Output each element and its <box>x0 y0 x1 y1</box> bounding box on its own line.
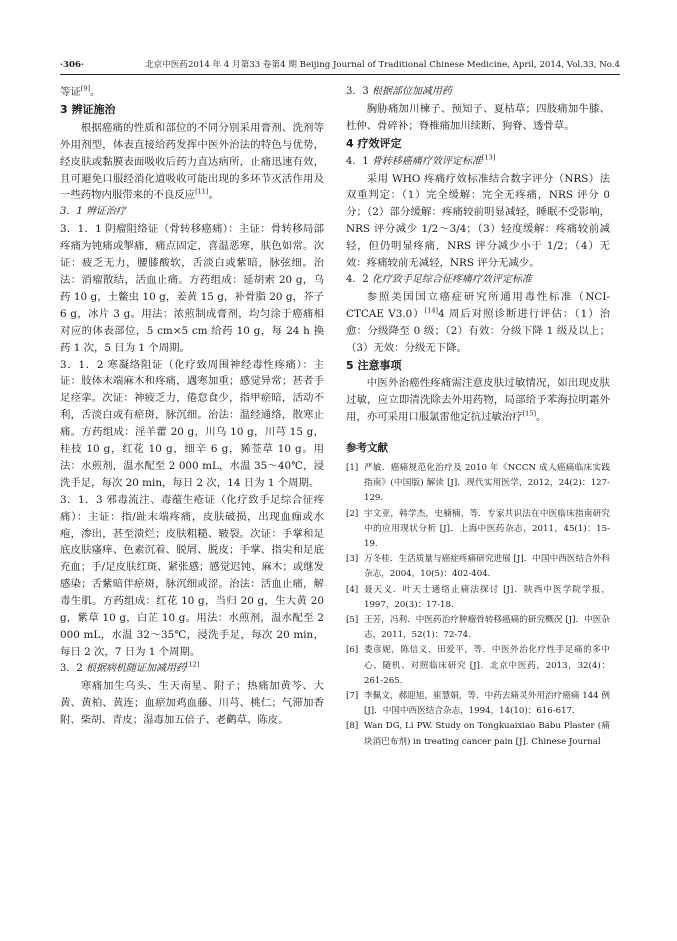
reference-item <box>346 643 610 689</box>
citation-mark: [14] <box>424 306 439 315</box>
paragraph-text: 。 <box>535 411 547 424</box>
paragraph-continuation <box>60 84 324 101</box>
paragraph-text: 。 <box>90 86 101 98</box>
paragraph-4-1: 采用 WHO 疼痛疗效标准结合数字评分（NRS）法双重判定：（1）完全缓解：完全无疼痛，NRS 评分 0 分；（2）部分缓解：疼痛较前明显减轻，睡眠不受影响，NRS 评分减少 1/2～3/4；（3）轻度缓解：疼痛较前减轻，但仍明显疼痛，NRS 评分减少小于 1/2；（4）无效：疼痛较前无减轻，NRS 评分无减少。 <box>346 172 610 270</box>
citation-mark: [13] <box>481 153 496 162</box>
reference-text: 聂天义．叶天士通络止痛法探讨 [J]．陕西中医学院学报，1997，20(3)：17-18. <box>364 584 610 610</box>
subsection-heading-3-1: 3．1 辨证治疗 <box>60 206 126 218</box>
heading-title: 化疗致手足综合征疼痛疗效评定标准 <box>371 273 532 285</box>
section-heading-5: 5 注意事项 <box>346 358 402 372</box>
reference-list <box>346 461 610 750</box>
page-number: ·306· <box>60 60 84 70</box>
subsection-heading-3-2 <box>60 661 324 678</box>
reference-number: [5] <box>346 615 359 626</box>
paragraph-text: 。 <box>208 189 219 202</box>
heading-number: 4．1 <box>346 155 372 167</box>
paragraph-text: 根据癌痛的性质和部位的不同分别采用膏剂、洗剂等外用剂型，体表直接给药发挥中医外治法的特色与优势，经皮肤或黏膜表面吸收后药力直达病所，止痛迅速有效，且可避免口服经消化道吸收可能出现的多环节灭活作用及一些药物内服带来的不良反应 <box>60 121 324 202</box>
reference-number: [3] <box>346 554 359 565</box>
citation-mark: [11] <box>195 187 209 196</box>
citation-mark: [12] <box>185 660 200 669</box>
reference-item <box>346 552 610 582</box>
reference-text: 娄彦妮，陈信义，田爱平，等．中医外治化疗性手足痛的多中心、随机、对照临床研究 [J]．北京中医药，2013，32(4)：261-265. <box>364 645 610 686</box>
reference-item <box>346 719 610 749</box>
references-heading: 参考文献 <box>346 442 388 455</box>
reference-item <box>346 507 610 553</box>
paragraph-text: 等证 <box>60 86 81 98</box>
reference-item <box>346 613 610 643</box>
paragraph-3-intro <box>60 120 324 205</box>
heading-number: 4．2 <box>346 273 372 285</box>
reference-text: 王芳，冯利．中医药治疗肿瘤骨转移癌痛的研究概况 [J]．中医杂志，2011，52(1)：72-74. <box>364 615 610 641</box>
left-column <box>60 84 324 728</box>
reference-item <box>346 689 610 719</box>
heading-number: 3．3 <box>346 86 372 97</box>
reference-text: 万冬桂．生活质量与癌症疼痛研究进展 [J]．中国中西医结合外科杂志，2004，10(5)：402-404. <box>364 554 610 580</box>
reference-text: Wan DG, Li PW. Study on Tongkuaixiao Babu Plaster (痛块消巴布剂) in treating cancer pain [J]. Chinese Journal <box>364 721 610 747</box>
paragraph-3-1-1: 3．1．1 阴瘤阻络证（骨转移癌痛）：主证：骨转移局部疼痛为钝痛或掣痛，痛点固定，喜温恶寒，肤色如常。次证：疲乏无力，腰膝酸软，舌淡白或紫暗，脉弦细。治法：消瘤散结，活血止痛。方药组成：延胡索 20 g，乌药 10 g，土鳖虫 10 g，姜黄 15 g，补骨脂 20 g，芥子 6 g，冰片 3 g。用法：浓煎制成膏剂，均匀涂于癌痛相对应的体表部位，5 cm×5 cm 给药 10 g，每 24 h 换药 1 次，5 日为 1 个周期。 <box>60 223 324 354</box>
paragraph-text: 中医外治癌性疼痛需注意皮肤过敏情况，如出现皮肤过敏，应立即清洗除去外用药物，局部给予苯海拉明霜外用，亦可采用口服氯雷他定抗过敏治疗 <box>346 377 610 424</box>
reference-text: 严敏．癌痛规范化治疗及 2010 年《NCCN 成人癌痛临床实践指南》(中国版) 解读 [J]．现代实用医学，2012，24(2)：127-129. <box>364 463 610 504</box>
reference-item <box>346 583 610 613</box>
paragraph-3-2: 寒痛加生乌头、生天南星、附子；热痛加黄芩、大黄、黄柏、黄连；血瘀加鸡血藤、川芎、桃仁；气滞加香附、柴胡、青皮；湿毒加五倍子、老鹳草、陈皮。 <box>60 679 324 726</box>
citation-mark: [9] <box>80 84 90 93</box>
header-rule <box>60 74 620 75</box>
running-header <box>60 58 620 72</box>
journal-citation-line: 北京中医药2014 年 4 月第33 卷第4 期 Beijing Journal of Traditional Chinese Medicine, April, 2014, Vol.33, No.4 <box>144 60 620 70</box>
paragraph-5 <box>346 375 610 426</box>
paragraph-text: 4 周后对照诊断进行评估：（1）治愈：分级降至 0 级；（2）有效：分级下降 1 级及以上；（3）无效：分级无下降。 <box>346 307 610 354</box>
subsection-heading-3-3 <box>346 84 610 101</box>
paragraph-3-1-3: 3．1．3 邪毒流注、毒蕴生疮证（化疗致手足综合征疼痛）：主证：指/趾末端疼痛，皮肤破损，出现血痂或水疱，渗出，甚至溃烂；皮肤粗糙、皲裂。次证：手掌和足底皮肤瘙痒、色素沉着、脱屑、脱皮；手掌、指尖和足底充血；手/足皮肤红斑、紧张感；感觉迟钝、麻木；或继发感染；舌紫暗伴瘀斑，脉沉细或涩。治法：活血止痛，解毒生肌。方药组成：红花 10 g，当归 20 g，生大黄 20 g，紫草 10 g，白芷 10 g。用法：水煎剂，温水配至 2 000 mL，水温 32～35℃，浸洗手足，每次 20 min，每日 2 次，7 日为 1 个周期。 <box>60 493 324 658</box>
heading-title: 骨转移癌痛疗效评定标准 <box>371 155 482 167</box>
reference-number: [1] <box>346 463 359 474</box>
reference-text: 李佩文，郝迎旭，崔慧娟，等．中药去痛灵外用治疗癌痛 144 例 [J]．中国中西医结合杂志，1994，14(10)：616-617. <box>364 691 610 717</box>
reference-number: [4] <box>346 584 359 595</box>
section-heading-4: 4 疗效评定 <box>346 136 402 150</box>
reference-number: [7] <box>346 691 359 702</box>
paragraph-text: 参照美国国立癌症研究所通用毒性标准（NCI-CTCAE V3.0） <box>346 290 610 320</box>
heading-title: 根据部位加减用药 <box>371 86 452 97</box>
paragraph-3-3: 胸胁痛加川楝子、预知子、夏枯草；四肢痛加牛膝、杜仲、骨碎补；脊椎痛加川续断、狗脊、透骨草。 <box>346 102 610 132</box>
citation-mark: [15] <box>522 409 536 418</box>
reference-item <box>346 461 610 507</box>
right-column <box>346 84 610 750</box>
paragraph-4-2 <box>346 289 610 357</box>
paragraph-3-1-2: 3．1．2 寒凝络阻证（化疗致周围神经毒性疼痛）：主证：肢体末端麻木和疼痛，遇寒加重；感觉异常；甚者手足痉挛。次证：神疲乏力，倦怠食少，指甲瘀暗，活动不利，舌淡白或有瘀斑，脉沉细。治法：温经通络，散寒止痛。方药组成：淫羊藿 20 g，川乌 10 g，川芎 15 g，桂枝 10 g，红花 10 g，细辛 6 g，豨莶草 10 g。用法：水煎剂，温水配至 2 000 mL，水温 35～40℃，浸洗手足，每次 20 min，每日 2 次，14 日为 1 个周期。 <box>60 358 324 489</box>
heading-number: 3．2 <box>60 662 86 674</box>
heading-title: 根据病机随证加减用药 <box>85 662 186 674</box>
subsection-heading-4-2 <box>346 272 610 289</box>
reference-number: [6] <box>346 645 359 656</box>
reference-number: [2] <box>346 508 359 519</box>
subsection-heading-4-1 <box>346 154 610 171</box>
reference-text: 宇文亚，韩学杰，史楠楠，等．专家共识法在中医临床指南研究中的应用现状分析 [J]．上海中医药杂志，2011，45(1)：15-19. <box>364 508 610 550</box>
section-heading-3: 3 辨证施治 <box>60 102 116 116</box>
reference-number: [8] <box>346 721 359 732</box>
